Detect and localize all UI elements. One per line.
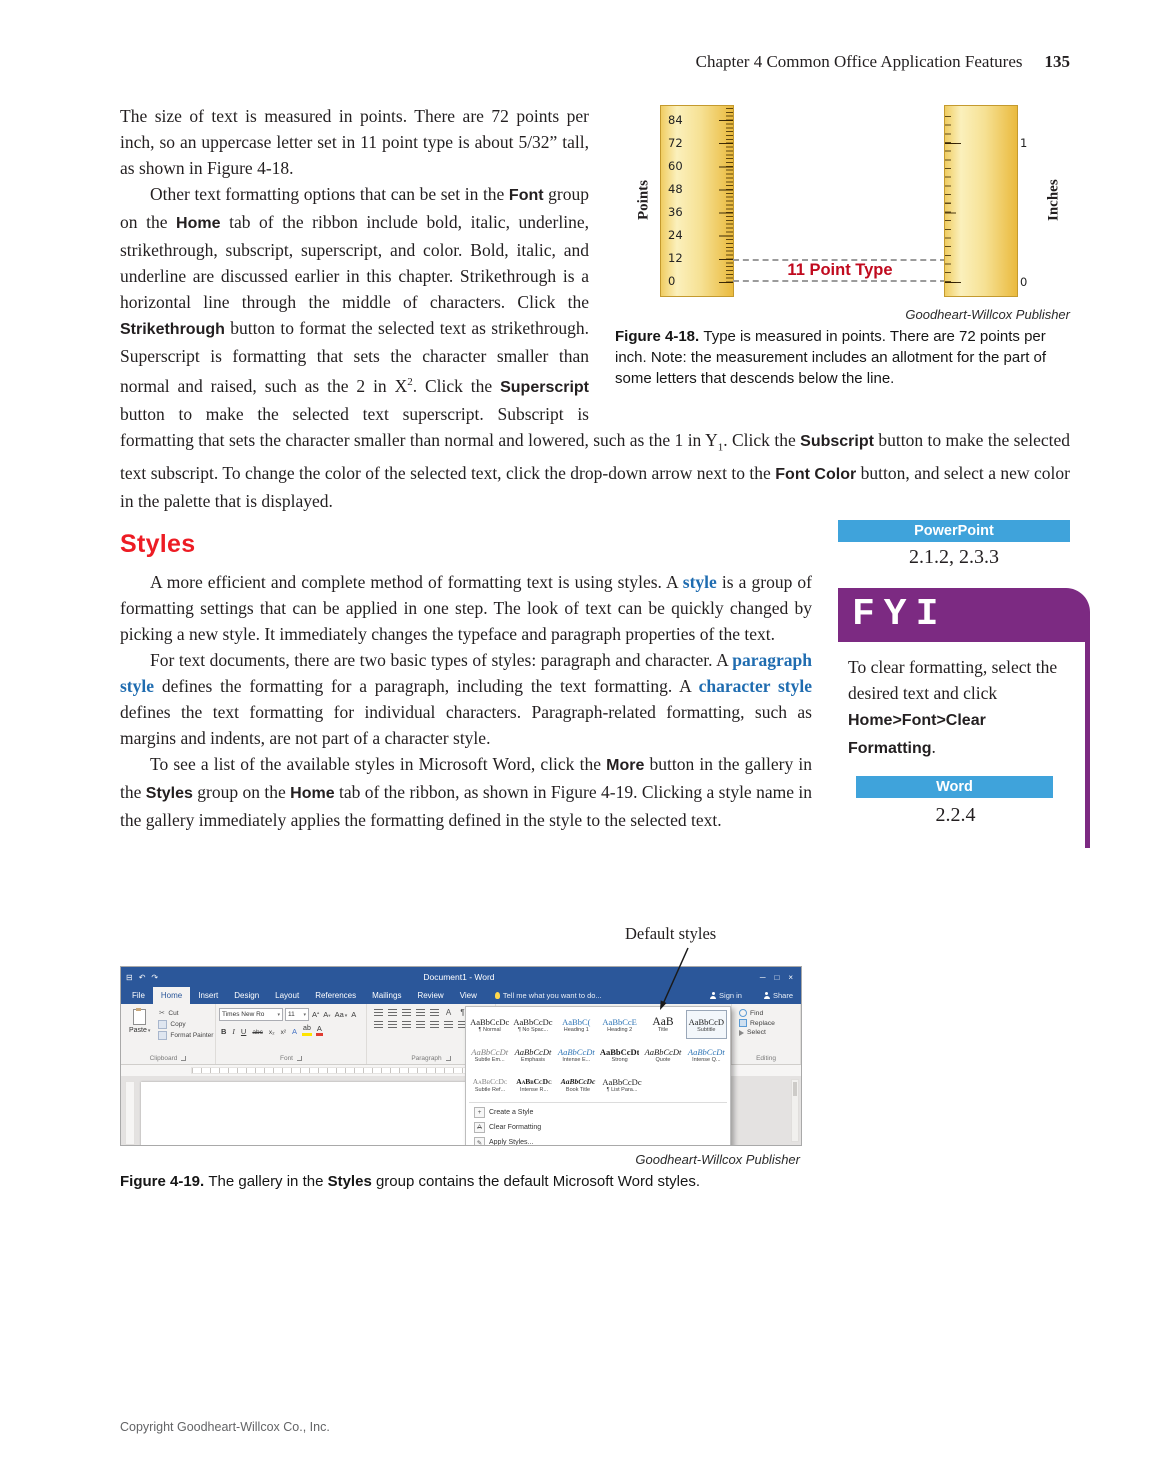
style-name: Subtle Ref...: [474, 1086, 506, 1093]
window-controls: [760, 973, 796, 982]
ribbon-tab: Design: [234, 991, 260, 1001]
font-format-button: ab: [302, 1025, 312, 1036]
clipboard-item-icon: [158, 1011, 165, 1018]
tell-me-box: [495, 991, 602, 1000]
style-sample: AaBbCcDc: [513, 1016, 553, 1027]
font-tool-button: A ▾: [322, 1010, 331, 1019]
style-name: Intense Q...: [692, 1056, 721, 1063]
justify-icon: [416, 1021, 425, 1029]
save-icon: ⊟: [126, 972, 133, 982]
paste-label: Paste ▾: [129, 1027, 150, 1034]
redo-icon: ↷: [151, 972, 159, 982]
font-size-box: 11 ▾: [285, 1008, 309, 1021]
decrease-indent-icon: [416, 1009, 425, 1017]
styles-gallery-row: [469, 1040, 727, 1069]
style-sample: AaB: [652, 1015, 674, 1028]
account-area: [700, 991, 798, 1000]
clipboard-item: [158, 1010, 213, 1018]
editing-item-label: Select: [747, 1029, 766, 1037]
gallery-menu-icon: ✎: [474, 1137, 485, 1146]
style-card: [642, 1040, 683, 1069]
default-styles-callout: Default styles: [625, 924, 717, 944]
callout-arrow: [620, 946, 700, 1016]
bullets-icon: [374, 1009, 383, 1017]
gallery-menu-icon: +: [474, 1107, 485, 1118]
font-format-button: x²: [280, 1029, 287, 1037]
style-name: Intense R...: [519, 1086, 549, 1093]
ribbon-tab: References: [315, 991, 357, 1001]
chevron-down-icon: [302, 1011, 306, 1018]
style-name: ¶ No Spac...: [517, 1026, 549, 1033]
section-heading-styles: Styles: [120, 530, 196, 559]
ribbon-tab: Insert: [198, 991, 219, 1001]
align-left-icon: [374, 1021, 383, 1029]
body-paragraph-5: To see a list of the available styles in Microsoft Word, click the More button in the gallery in the Styles group on the Home tab of the ribbon, as shown in Figure 4-19. Clicking a style name in the gallery immediately applies the formatting defined in the style to the selected text.: [120, 754, 812, 831]
style-name: Subtle Em...: [474, 1056, 505, 1063]
editing-item-icon: [739, 1019, 747, 1027]
editing-item-icon: [739, 1009, 747, 1017]
style-sample: AaBbCcDt: [644, 1046, 682, 1057]
font-format-button: abc: [252, 1029, 263, 1037]
word-badge: Word: [856, 776, 1053, 798]
editing-item: [739, 1019, 800, 1027]
ribbon-tab: Review: [417, 991, 444, 1001]
shading-icon: [444, 1021, 453, 1029]
style-name: Title: [657, 1026, 669, 1033]
style-name: Book Title: [565, 1086, 591, 1093]
inch-tick-label: 0: [1020, 275, 1028, 289]
line-spacing-icon: [430, 1021, 439, 1029]
font-tool-button: A ▴: [311, 1010, 320, 1019]
point-tick-label: 24: [668, 228, 683, 243]
clipboard-item-icon: [158, 1031, 167, 1040]
share: Share: [764, 991, 793, 1000]
minimize-icon: ─: [759, 972, 766, 982]
group-label: Paragraph: [367, 1054, 495, 1064]
style-sample: AaBbCcDt: [514, 1046, 552, 1057]
points-ruler: [660, 105, 734, 297]
style-card: [599, 1040, 640, 1069]
editing-group: [732, 1004, 801, 1064]
clipboard-item-icon: [158, 1020, 167, 1029]
clipboard-items: [158, 1008, 213, 1040]
figure-4-19-caption: Figure 4-19. The gallery in the Styles group contains the default Microsoft Word styles.: [120, 1173, 701, 1191]
style-card: [512, 1010, 553, 1039]
style-sample: AaBbC(: [562, 1016, 591, 1027]
style-name: Subtitle: [697, 1026, 716, 1033]
style-sample: AaBbCcE: [602, 1016, 637, 1027]
styles-gallery-menu: [469, 1105, 727, 1146]
font-format-button: U: [240, 1027, 247, 1037]
editing-item-label: Replace: [750, 1019, 775, 1027]
body-paragraph-1: The size of text is measured in points. There are 72 points per inch, so an uppercase letter set in 11 point type is about 5/32” tall, as shown in Figure 4-18.: [120, 106, 589, 178]
style-card: [469, 1010, 510, 1039]
gallery-menu-item: [469, 1105, 727, 1120]
tell-me-label: Tell me what you want to do...: [502, 991, 602, 1001]
point-tick-label: 48: [668, 181, 683, 196]
font-row-1: [216, 1004, 366, 1022]
group-label: Editing: [756, 1055, 776, 1063]
ribbon-tab: Home: [153, 987, 190, 1004]
editing-items: [732, 1004, 800, 1036]
gallery-menu-label: Apply Styles...: [489, 1139, 534, 1147]
points-axis-label: Points: [635, 180, 652, 221]
body-paragraph-2: Other text formatting options that can be set in the Font group on the Home tab of the ribbon include bold, italic, underline, strikethrough, subscript, superscript, and color. Bold, italic, and underline are discussed earlier in this chapter. Strikethrough is a horizontal line through the middle of characters. Click the Strikethrough button to format the selected text as strikethrough. Superscript is formatting that sets the character smaller than normal and raised, such as the 2 in $X^2$. Click the Superscript button to make the selected text superscript. Subscript is formatting that sets the character smaller than normal and lowered, such as the 1 in $Y_1$. Click the Subscript button to make the selected text subscript. To change the color of the selected text, click the drop-down arrow next to the Font Color button, and select a new color in the palette that is displayed.: [120, 184, 1070, 512]
certification-sidebar: [838, 520, 1070, 848]
points-tick-labels: [661, 108, 719, 293]
close-icon: ×: [788, 972, 793, 982]
style-name: Strong: [611, 1056, 628, 1063]
style-card: [557, 1070, 599, 1099]
fyi-body: [838, 642, 1090, 848]
chapter-title: Chapter 4 Common Office Application Features: [695, 52, 1023, 71]
style-sample: AaBbCcDc: [516, 1076, 552, 1086]
style-card: [469, 1070, 511, 1099]
ribbon-tab: File: [132, 991, 145, 1001]
copyright: Copyright Goodheart-Willcox Co., Inc.: [120, 1420, 330, 1434]
gallery-menu-label: Create a Style: [489, 1109, 534, 1117]
page-number: 135: [1044, 52, 1070, 71]
figure-4-18-credit: Goodheart-Willcox Publisher: [905, 307, 1070, 322]
dialog-launcher-icon: [446, 1056, 451, 1061]
align-right-icon: [402, 1021, 411, 1029]
style-name: Intense E...: [562, 1056, 591, 1063]
font-size-buttons: [311, 1010, 357, 1019]
sign-in: Sign in: [710, 991, 742, 1000]
fyi-title: FYI: [838, 588, 1090, 642]
running-head: [120, 52, 1070, 72]
style-card: [469, 1040, 510, 1069]
ribbon-tab: View: [459, 991, 477, 1001]
pilcrow-icon: ¶: [460, 1008, 465, 1018]
style-card: [686, 1040, 727, 1069]
font-format-button: A: [316, 1025, 323, 1036]
figure-4-19-credit: Goodheart-Willcox Publisher: [635, 1152, 800, 1168]
ribbon-tab: Layout: [275, 991, 300, 1001]
clipboard-item-label: Format Painter: [170, 1031, 214, 1039]
font-tool-button: Aa ▾: [334, 1010, 349, 1019]
figure-4-18-caption: Figure 4-18. Type is measured in points. There are 72 points per inch. Note: the measurement includes an allotment for the part of some letters that descends below the line.: [615, 328, 1047, 387]
clipboard-item-label: Copy: [170, 1020, 186, 1028]
style-sample: AaBbCcDc: [472, 1076, 508, 1086]
style-sample: AaBbCcDc: [560, 1076, 596, 1086]
style-name: Emphasis: [520, 1056, 546, 1063]
clipboard-group: [121, 1004, 216, 1064]
align-center-icon: [388, 1021, 397, 1029]
fyi-text: To clear formatting, select the desired text and click Home>Font>Clear Formatting.: [848, 657, 1058, 758]
font-group: [216, 1004, 367, 1064]
point-tick-label: 72: [668, 135, 683, 150]
style-name: Heading 1: [563, 1026, 589, 1033]
ribbon-tabs: [124, 987, 485, 1004]
page-content: [120, 103, 1070, 1192]
word-objectives: 2.2.4: [935, 804, 976, 827]
clipboard-item: [158, 1031, 213, 1040]
inch-ticks: [945, 143, 961, 283]
font-format-button: x₂: [268, 1029, 275, 1037]
restore-icon: □: [774, 972, 780, 982]
gallery-menu-item: [469, 1135, 727, 1146]
undo-icon: ↶: [138, 972, 146, 982]
font-tool-button: A: [351, 1010, 357, 1020]
group-label: Clipboard: [121, 1054, 215, 1064]
style-sample: AaBbCcDc: [602, 1076, 642, 1087]
style-card: [513, 1070, 555, 1099]
style-card: [512, 1040, 553, 1069]
figure-4-19: [120, 858, 1070, 1192]
inch-tick-label: 1: [1020, 136, 1028, 150]
vertical-scrollbar: [791, 1079, 799, 1142]
powerpoint-objectives: 2.1.2, 2.3.3: [909, 546, 999, 569]
clipboard-item: [158, 1020, 213, 1029]
editing-item-icon: [739, 1030, 744, 1036]
vertical-ruler: [125, 1081, 135, 1145]
paste-button: [125, 1008, 154, 1040]
font-row-2: [216, 1022, 366, 1036]
menu-separator: [469, 1102, 727, 1103]
numbering-icon: [388, 1009, 397, 1017]
dashed-guide-bottom: [733, 280, 946, 282]
editing-item: [739, 1009, 800, 1017]
style-sample: AaBbCcDt: [471, 1046, 509, 1057]
dialog-launcher-icon: [181, 1056, 186, 1061]
point-tick-label: 84: [668, 112, 683, 127]
style-sample: AaBbCcDt: [599, 1046, 640, 1057]
sort-icon: A: [445, 1008, 452, 1018]
font-format-button: A: [292, 1027, 298, 1037]
style-name: Heading 2: [607, 1026, 633, 1033]
d9ialog-launcher-icon: [297, 1056, 302, 1061]
word-screenshot-wrap: [120, 966, 1070, 1146]
style-sample: AaBbCcDc: [470, 1016, 510, 1027]
multilevel-list-icon: [402, 1009, 411, 1017]
clipboard-body: [121, 1004, 215, 1040]
inches-ruler: [944, 105, 1028, 297]
style-sample: AaBbCcDt: [557, 1046, 595, 1057]
share-icon: [764, 992, 770, 999]
chevron-down-icon: [276, 1011, 280, 1018]
style-name: ¶ List Para...: [606, 1086, 638, 1093]
styles-gallery-row: [469, 1070, 727, 1099]
group-label: Font: [216, 1054, 366, 1064]
font-name-box: Times New Ro ▾: [219, 1008, 283, 1021]
style-card: [556, 1010, 597, 1039]
window-title: Document1 - Word: [423, 972, 495, 983]
point-tick-label: 0: [668, 274, 676, 289]
fyi-box: [838, 588, 1090, 848]
point-tick-label: 36: [668, 205, 683, 220]
point-type-annotation: 11 Point Type: [787, 261, 893, 279]
style-name: Quote: [655, 1056, 671, 1063]
body-paragraph-3: A more efficient and complete method of formatting text is using styles. A style is a group of formatting settings that can be applied in one step. The look of text can be quickly changed by picking a new style. It immediately changes the typeface and paragraph properties of the text.: [120, 572, 812, 645]
editing-item: [739, 1029, 800, 1036]
ribbon-tab: Mailings: [372, 991, 402, 1001]
lightbulb-icon: [495, 992, 500, 999]
inches-axis-label: Inches: [1045, 179, 1062, 221]
style-card: [556, 1040, 597, 1069]
clipboard-item-label: Cut: [168, 1010, 179, 1018]
powerpoint-badge: PowerPoint: [838, 520, 1070, 542]
style-name: ¶ Normal: [478, 1026, 501, 1033]
gallery-menu-icon: A: [474, 1122, 485, 1133]
person-icon: [710, 992, 716, 999]
gallery-menu-item: [469, 1120, 727, 1135]
style-sample: AaBbCcD: [688, 1016, 725, 1027]
clipboard-icon: [133, 1009, 146, 1025]
style-sample: AaBbCcDt: [687, 1046, 725, 1057]
figure-4-18: [615, 105, 1070, 389]
styles-gallery-dropdown: [465, 1006, 731, 1146]
increase-indent-icon: [430, 1009, 439, 1017]
major-ticks: [719, 120, 733, 283]
point-tick-label: 12: [668, 251, 683, 266]
point-tick-label: 60: [668, 158, 683, 173]
style-card: [601, 1070, 643, 1099]
ruler-diagram: [630, 105, 1070, 301]
font-format-button: B: [221, 1027, 227, 1037]
body-paragraph-4: For text documents, there are two basic types of styles: paragraph and character. A paragraph style defines the formatting for a paragraph, including the text formatting. A character style defines the text formatting for individual characters. Paragraph-related formatting, such as margins and indents, are not part of a character style.: [120, 650, 812, 749]
editing-item-label: Find: [750, 1009, 764, 1017]
gallery-menu-label: Clear Formatting: [489, 1124, 542, 1132]
font-format-button: I: [232, 1027, 235, 1037]
